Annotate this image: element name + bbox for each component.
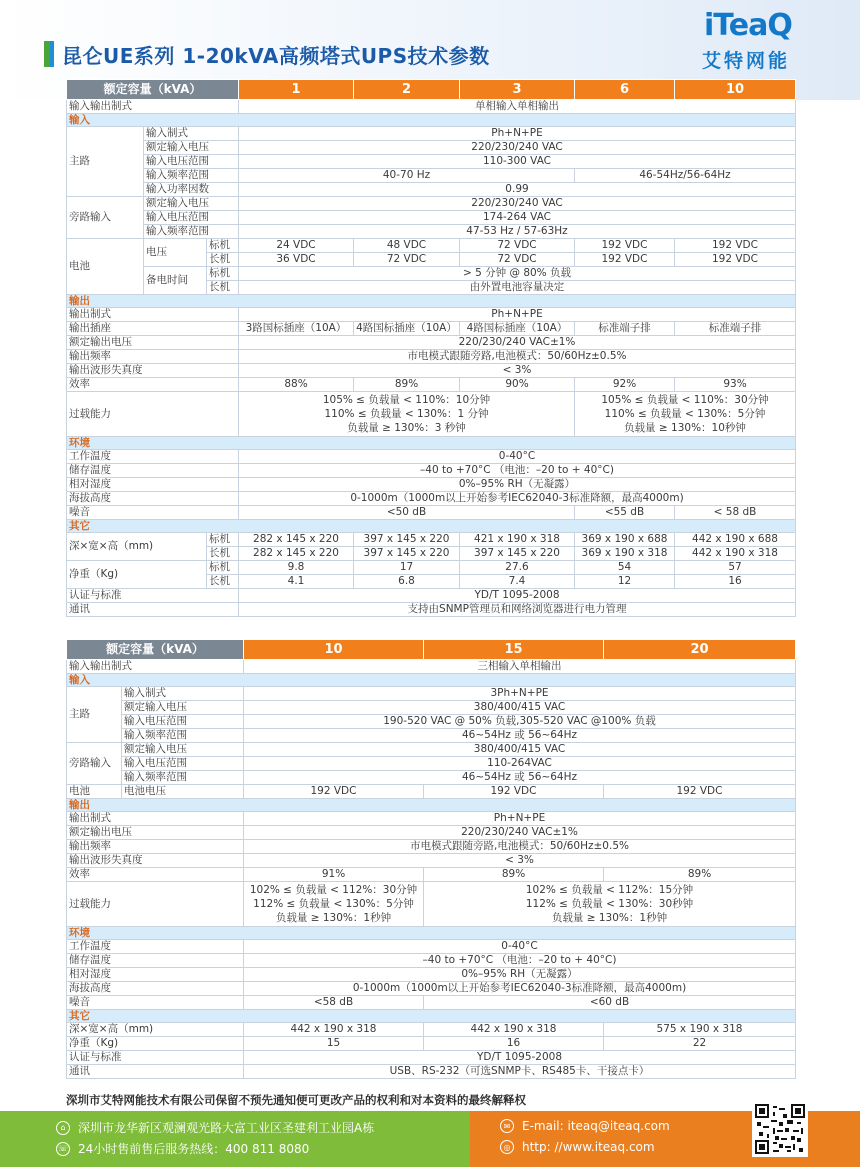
section-header-other: 其它 bbox=[67, 1010, 796, 1023]
section-header-output: 输出 bbox=[67, 295, 796, 308]
table-row: 额定输入电压 220/230/240 VAC bbox=[67, 141, 796, 155]
section-header-environment: 环境 bbox=[67, 437, 796, 450]
logo-wordmark: iTeaQ bbox=[704, 8, 792, 43]
table-row: 额定输出电压 220/230/240 VAC±1% bbox=[67, 336, 796, 350]
model-col-2: 15 bbox=[424, 640, 604, 660]
table-row: 深×宽×高（mm) 标机 282 x 145 x 220 397 x 145 x 220 421 x 190 x 318 369 x 190 x 688 442 x 190 x 688 bbox=[67, 533, 796, 547]
spec-table-single-phase bbox=[66, 79, 796, 617]
spec-table-three-phase bbox=[66, 639, 796, 1079]
table-row: 输入电压范围 174-264 VAC bbox=[67, 211, 796, 225]
table-row: 输入输出制式 单相输入单相输出 bbox=[67, 100, 796, 114]
table-row: 输入输出制式 三相输入单相输出 bbox=[67, 660, 796, 674]
table-row: 输出频率 市电模式跟随旁路,电池模式：50/60Hz±0.5% bbox=[67, 350, 796, 364]
section-header-other: 其它 bbox=[67, 520, 796, 533]
model-col-1: 10 bbox=[244, 640, 424, 660]
table-row: 长机 282 x 145 x 220 397 x 145 x 220 397 x 145 x 220 369 x 190 x 318 442 x 190 x 318 bbox=[67, 547, 796, 561]
table-row: 旁路输入 额定输入电压 380/400/415 VAC bbox=[67, 743, 796, 757]
qr-code-image bbox=[755, 1104, 805, 1154]
table-row: 海拔高度 0-1000m（1000m以上开始参考IEC62040-3标准降额，最高4000m) bbox=[67, 982, 796, 996]
table-row: 输出插座 3路国标插座（10A） 4路国标插座（10A） 4路国标插座（10A） 标准端子排 标准端子排 bbox=[67, 322, 796, 336]
table-row: 认证与标准 YD/T 1095-2008 bbox=[67, 1051, 796, 1065]
capacity-header: 额定容量（kVA） bbox=[67, 640, 244, 660]
table-row: 输出制式 Ph+N+PE bbox=[67, 812, 796, 826]
table-row: 通讯 USB、RS-232（可选SNMP卡、RS485卡、干接点卡） bbox=[67, 1065, 796, 1079]
table-row: 输出波形失真度 < 3% bbox=[67, 854, 796, 868]
qr-code bbox=[752, 1101, 808, 1157]
table-row: 长机 4.1 6.8 7.4 12 16 bbox=[67, 575, 796, 589]
phone-icon: ☏ bbox=[56, 1142, 70, 1156]
table-row: 工作温度 0-40°C bbox=[67, 940, 796, 954]
table-row: 效率 91% 89% 89% bbox=[67, 868, 796, 882]
table-row: 输入频率范围 46~54Hz 或 56~64Hz bbox=[67, 729, 796, 743]
table-row: 长机 36 VDC 72 VDC 72 VDC 192 VDC 192 VDC bbox=[67, 253, 796, 267]
disclaimer-text: 深圳市艾特网能技术有限公司保留不预先通知便可更改产品的权利和对本资料的最终解释权 bbox=[66, 1093, 526, 1107]
table-row: 输入频率范围 47-53 Hz / 57-63Hz bbox=[67, 225, 796, 239]
page-title: 昆仑UE系列 1-20kVA高频塔式UPS技术参数 bbox=[62, 44, 490, 68]
capacity-header: 额定容量（kVA） bbox=[67, 80, 239, 100]
table-row: 输出制式 Ph+N+PE bbox=[67, 308, 796, 322]
table-row: 额定输出电压 220/230/240 VAC±1% bbox=[67, 826, 796, 840]
logo-chinese-name: 艾特网能 bbox=[702, 50, 791, 72]
overload-cell-a: 105% ≤ 负载量 < 110%：10分钟 110% ≤ 负载量 < 130%：1 分钟 负载量 ≥ 130%：3 秒钟 bbox=[239, 392, 575, 437]
model-col-4: 6 bbox=[575, 80, 675, 100]
section-header-input: 输入 bbox=[67, 114, 796, 127]
table-row: 电池 电压 标机 24 VDC 48 VDC 72 VDC 192 VDC 192 VDC bbox=[67, 239, 796, 253]
overload-cell-a: 102% ≤ 负载量 < 112%：30分钟 112% ≤ 负载量 < 130%：5分钟 负载量 ≥ 130%：1秒钟 bbox=[244, 882, 424, 927]
section-header-environment: 环境 bbox=[67, 927, 796, 940]
overload-cell-b: 102% ≤ 负载量 < 112%：15分钟 112% ≤ 负载量 < 130%：30秒钟 负载量 ≥ 130%：1秒钟 bbox=[424, 882, 796, 927]
table-row: 备电时间 标机 > 5 分钟 @ 80% 负载 bbox=[67, 267, 796, 281]
footer-hotline: ☏ 24小时售前售后服务热线：400 811 8080 bbox=[57, 1142, 310, 1156]
model-col-1: 1 bbox=[239, 80, 354, 100]
table-row: 输入电压范围 110-264VAC bbox=[67, 757, 796, 771]
table-row: 输出波形失真度 < 3% bbox=[67, 364, 796, 378]
location-icon: ⌂ bbox=[56, 1121, 70, 1135]
table-row: 旁路输入 额定输入电压 220/230/240 VAC bbox=[67, 197, 796, 211]
footer-email[interactable]: ✉ E-mail: iteaq@iteaq.com bbox=[500, 1119, 670, 1133]
table-row: 输出频率 市电模式跟随旁路,电池模式：50/60Hz±0.5% bbox=[67, 840, 796, 854]
table-row: 海拔高度 0-1000m（1000m以上开始参考IEC62040-3标准降额，最高4000m) bbox=[67, 492, 796, 506]
table-row: 输入频率范围 46~54Hz 或 56~64Hz bbox=[67, 771, 796, 785]
table-row: 工作温度 0-40°C bbox=[67, 450, 796, 464]
table-row: 额定输入电压 380/400/415 VAC bbox=[67, 701, 796, 715]
model-col-3: 3 bbox=[460, 80, 575, 100]
model-col-5: 10 bbox=[675, 80, 796, 100]
table-row: 认证与标准 YD/T 1095-2008 bbox=[67, 589, 796, 603]
table-row: 储存温度 –40 to +70°C （电池：–20 to + 40°C) bbox=[67, 464, 796, 478]
globe-icon: ◎ bbox=[500, 1140, 514, 1154]
title-accent-bar-blue bbox=[50, 41, 54, 67]
table-row: 相对湿度 0%–95% RH（无凝露） bbox=[67, 478, 796, 492]
table-row: 输入电压范围 110-300 VAC bbox=[67, 155, 796, 169]
email-icon: ✉ bbox=[500, 1119, 514, 1133]
table-row: 深×宽×高（mm) 442 x 190 x 318 442 x 190 x 318 575 x 190 x 318 bbox=[67, 1023, 796, 1037]
table-row: 输入功率因数 0.99 bbox=[67, 183, 796, 197]
table-row-overload: 过载能力 102% ≤ 负载量 < 112%：30分钟 112% ≤ 负载量 < 130%：5分钟 负载量 ≥ 130%：1秒钟 102% ≤ 负载量 < 112%：15分钟 112% ≤ 负载量 < 130%：30秒钟 负载量 ≥ 130%：1秒钟 bbox=[67, 882, 796, 927]
table-row: 储存温度 –40 to +70°C （电池：–20 to + 40°C) bbox=[67, 954, 796, 968]
table-row: 长机 由外置电池容量决定 bbox=[67, 281, 796, 295]
table-row: 相对湿度 0%–95% RH（无凝露） bbox=[67, 968, 796, 982]
table-row: 噪音 <50 dB <55 dB < 58 dB bbox=[67, 506, 796, 520]
table-row: 主路 输入制式 3Ph+N+PE bbox=[67, 687, 796, 701]
table-row-overload: 过载能力 105% ≤ 负载量 < 110%：10分钟 110% ≤ 负载量 < 130%：1 分钟 负载量 ≥ 130%：3 秒钟 105% ≤ 负载量 < 110%：30分钟 110% ≤ 负载量 < 130%：5分钟 负载量 ≥ 130%：10秒钟 bbox=[67, 392, 796, 437]
table-header-row bbox=[67, 640, 796, 660]
overload-cell-b: 105% ≤ 负载量 < 110%：30分钟 110% ≤ 负载量 < 130%：5分钟 负载量 ≥ 130%：10秒钟 bbox=[575, 392, 796, 437]
table-row: 效率 88% 89% 90% 92% 93% bbox=[67, 378, 796, 392]
model-col-2: 2 bbox=[354, 80, 460, 100]
footer-address: ⌂ 深圳市龙华新区观澜观光路大富工业区圣建利工业园A栋 bbox=[56, 1119, 374, 1136]
table-row: 噪音 <58 dB <60 dB bbox=[67, 996, 796, 1010]
footer-website[interactable]: ◎ http: //www.iteaq.com bbox=[500, 1140, 655, 1154]
section-header-output: 输出 bbox=[67, 799, 796, 812]
table-row: 输入电压范围 190-520 VAC @ 50% 负载,305-520 VAC @100% 负载 bbox=[67, 715, 796, 729]
table-row: 输入频率范围 40-70 Hz 46-54Hz/56-64Hz bbox=[67, 169, 796, 183]
table-row: 电池 电池电压 192 VDC 192 VDC 192 VDC bbox=[67, 785, 796, 799]
table-row: 净重（Kg) 15 16 22 bbox=[67, 1037, 796, 1051]
section-header-input: 输入 bbox=[67, 674, 796, 687]
model-col-3: 20 bbox=[604, 640, 796, 660]
brand-logo bbox=[698, 8, 828, 72]
table-row: 通讯 支持由SNMP管理员和网络浏览器进行电力管理 bbox=[67, 603, 796, 617]
table-header-row bbox=[67, 80, 796, 100]
table-row: 净重（Kg) 标机 9.8 17 27.6 54 57 bbox=[67, 561, 796, 575]
table-row: 主路 输入制式 Ph+N+PE bbox=[67, 127, 796, 141]
